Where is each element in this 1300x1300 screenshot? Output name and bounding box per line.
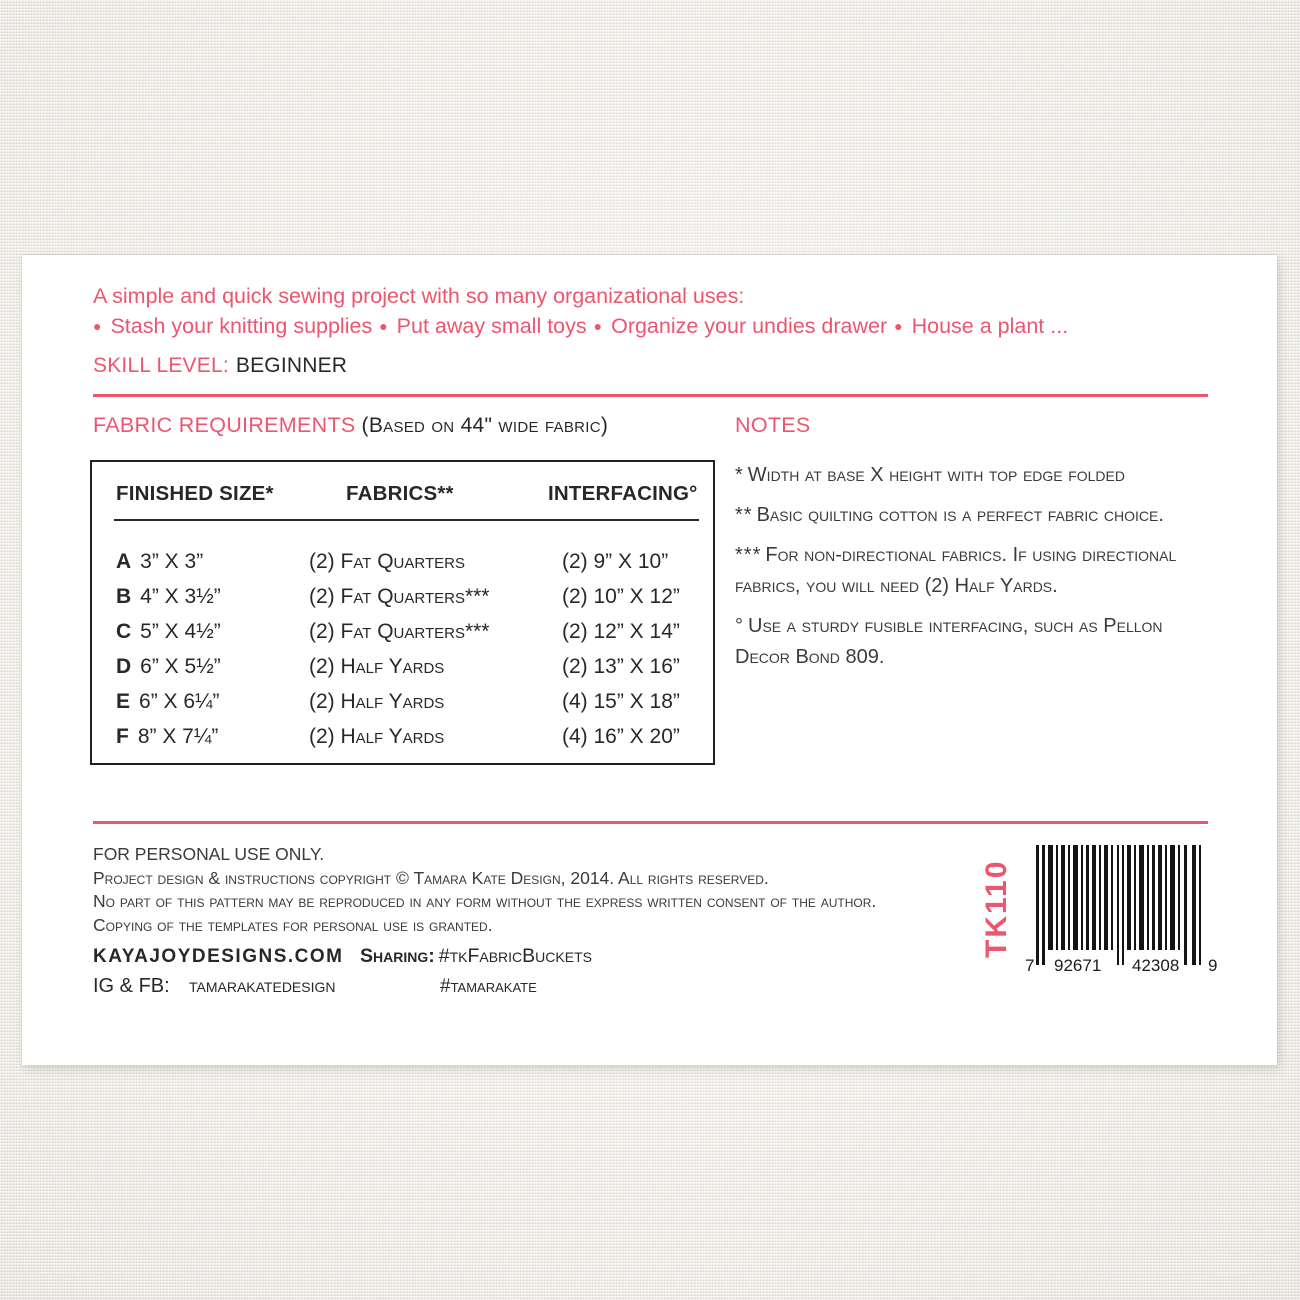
- row-size: 6” X 5½”: [140, 654, 221, 678]
- row-fabrics: (2) Fat Quarters***: [309, 584, 490, 608]
- note-marker: **: [735, 504, 753, 526]
- bullet-icon: ●: [593, 318, 603, 334]
- section-title: FABRIC REQUIREMENTS: [93, 413, 356, 437]
- row-letter: C: [116, 619, 132, 643]
- note-item: [735, 460, 1215, 491]
- row-letter: F: [116, 724, 129, 748]
- table-row: [116, 719, 705, 754]
- barcode-digits-left: 92671: [1054, 956, 1102, 975]
- note-marker: *: [735, 464, 744, 486]
- intro-uses-line: [93, 311, 1213, 341]
- fabric-requirements-table: [90, 460, 715, 765]
- social-handle: tamarakatedesign: [189, 975, 336, 997]
- intro-use-item: Put away small toys: [396, 314, 587, 338]
- note-marker: ***: [735, 544, 762, 566]
- note-item: [735, 540, 1215, 602]
- bullet-icon: ●: [379, 318, 388, 334]
- row-size: 8” X 7¼”: [137, 724, 219, 748]
- barcode: [1024, 843, 1220, 977]
- social-hashtag: #tamarakate: [440, 976, 537, 997]
- col-header-fabrics: FABRICS**: [346, 482, 454, 505]
- intro-use-item: House a plant ...: [911, 314, 1069, 338]
- row-interfacing: (2) 9” X 10”: [562, 549, 669, 573]
- barcode-digit-lead: 7: [1025, 956, 1035, 975]
- divider-top: [93, 394, 1208, 397]
- row-interfacing: (2) 10” X 12”: [562, 584, 680, 608]
- row-interfacing: (2) 12” X 14”: [562, 619, 680, 643]
- notes-heading: [735, 413, 811, 438]
- skill-level-label: SKILL LEVEL:: [93, 354, 229, 377]
- col-header-interfacing: INTERFACING°: [548, 482, 698, 505]
- note-text: Basic quilting cotton is a perfect fabric choice.: [756, 504, 1164, 526]
- note-text: Width at base X height with top edge folded: [747, 464, 1125, 486]
- website-row: [93, 945, 592, 968]
- table-row: [116, 649, 705, 684]
- bullet-icon: ●: [894, 318, 903, 334]
- bullet-icon: ●: [93, 318, 102, 334]
- row-letter: B: [116, 584, 132, 608]
- sku-code: TK110: [980, 859, 1013, 959]
- note-marker: °: [735, 615, 744, 637]
- col-header-finished-size: FINISHED SIZE*: [116, 482, 274, 505]
- table-row: [116, 614, 705, 649]
- table-row: [116, 544, 705, 579]
- fabric-requirements-heading: [93, 413, 608, 438]
- table-header-row: [116, 482, 703, 506]
- intro-use-item: Stash your knitting supplies: [110, 314, 373, 338]
- row-fabrics: (2) Fat Quarters***: [309, 619, 490, 643]
- table-row: [116, 684, 705, 719]
- row-letter: A: [116, 549, 132, 573]
- row-size: 4” X 3½”: [140, 584, 221, 608]
- sharing-label: Sharing:: [360, 945, 435, 967]
- note-text: For non-directional fabrics. If using directional fabrics, you will need (2) Half Yards.: [735, 544, 1177, 597]
- skill-level-value: BEGINNER: [235, 354, 348, 377]
- sharing-hashtag: #tkFabricBuckets: [438, 945, 592, 967]
- divider-bottom: [93, 821, 1208, 824]
- row-fabrics: (2) Half Yards: [309, 689, 445, 713]
- section-subtitle: (Based on 44" wide fabric): [361, 414, 609, 437]
- skill-level-row: [93, 354, 347, 378]
- intro-use-item: Organize your undies drawer: [611, 314, 888, 338]
- legal-line: FOR PERSONAL USE ONLY.: [93, 844, 325, 864]
- row-letter: E: [116, 689, 131, 713]
- row-size: 6” X 6¼”: [139, 689, 220, 713]
- barcode-digit-check: 9: [1208, 956, 1218, 975]
- row-size: 5” X 4½”: [140, 619, 221, 643]
- legal-line: No part of this pattern may be reproduced in any form without the express written consent of the author.: [93, 891, 877, 911]
- pattern-back-card: [22, 255, 1277, 1065]
- note-item: [735, 500, 1215, 531]
- row-size: 3” X 3”: [140, 549, 204, 573]
- row-fabrics: (2) Half Yards: [309, 724, 445, 748]
- social-label: IG & FB:: [93, 975, 170, 997]
- row-letter: D: [116, 654, 132, 678]
- legal-line: Copying of the templates for personal use is granted.: [93, 914, 493, 935]
- row-fabrics: (2) Half Yards: [309, 654, 445, 678]
- website-url: KAYAJOYDESIGNS.COM: [93, 946, 344, 967]
- social-row: [93, 975, 537, 998]
- intro-line: A simple and quick sewing project with so many organizational uses:: [93, 284, 745, 308]
- barcode-digits-right: 42308: [1132, 956, 1180, 975]
- note-text: Use a sturdy fusible interfacing, such as Pellon Decor Bond 809.: [735, 615, 1163, 668]
- row-interfacing: (2) 13” X 16”: [562, 654, 680, 678]
- notes-list: [735, 451, 1215, 673]
- intro-block: [93, 281, 1213, 341]
- note-item: [735, 611, 1215, 673]
- row-fabrics: (2) Fat Quarters: [309, 549, 465, 573]
- row-interfacing: (4) 16” X 20”: [562, 724, 680, 748]
- table-header-divider: [114, 519, 699, 521]
- row-interfacing: (4) 15” X 18”: [562, 689, 680, 713]
- table-body: [116, 544, 705, 754]
- section-title: NOTES: [735, 413, 811, 437]
- legal-text-block: [93, 843, 876, 937]
- legal-line: Project design & instructions copyright © Tamara Kate Design, 2014. All rights reserved.: [93, 867, 769, 888]
- table-row: [116, 579, 705, 614]
